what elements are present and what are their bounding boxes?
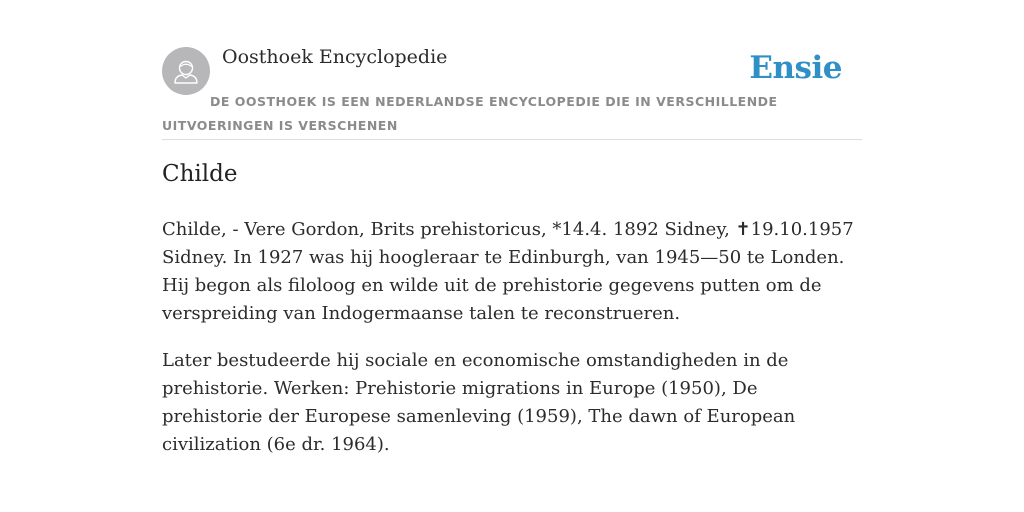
publisher-tagline: DE OOSTHOEK IS EEN NEDERLANDSE ENCYCLOPEDIE DIE IN VERSCHILLENDE UITVOERINGEN IS VERSCHENEN: [162, 94, 778, 133]
header: [162, 0, 862, 140]
ensie-logo[interactable]: Ensie: [749, 50, 842, 86]
article-paragraph: Childe, - Vere Gordon, Brits prehistoricus, *14.4. 1892 Sidney, ✝19.10.1957 Sidney. In 1927 was hij hoogleraar te Edinburgh, van 1945—50 te Londen. Hij begon als filoloog en wilde uit de prehistorie gegevens putten om de verspreiding van Indogermaanse talen te reconstrueren.: [162, 219, 854, 324]
publisher-name[interactable]: Oosthoek Encyclopedie: [222, 46, 448, 68]
publisher-avatar[interactable]: [162, 47, 210, 95]
article-paragraph: Later bestudeerde hij sociale en economische omstandigheden in de prehistorie. Werken: Prehistorie migrations in Europe (1950), De prehistorie der Europese samenleving (1959), The dawn of European civilization (6e dr. 1964).: [162, 350, 796, 455]
article-title: Childe: [162, 161, 238, 187]
user-avatar-icon: [162, 47, 210, 95]
article-body: [162, 216, 862, 478]
page: [162, 0, 862, 455]
